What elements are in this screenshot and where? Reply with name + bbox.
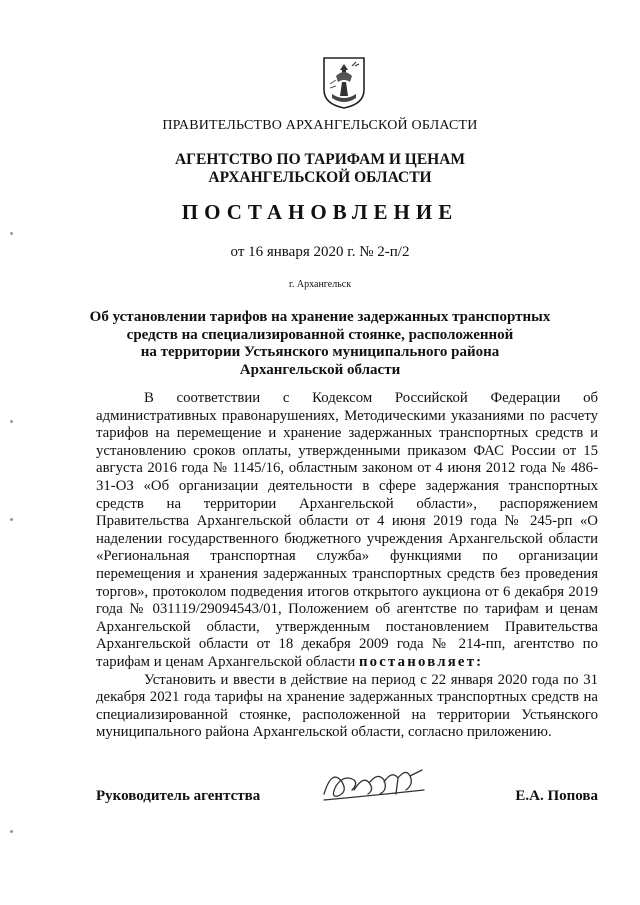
document-subject: [0, 309, 640, 379]
government-name: ПРАВИТЕЛЬСТВО АРХАНГЕЛЬСКОЙ ОБЛАСТИ: [162, 118, 478, 133]
preamble-text: В соответствии с Кодексом Российской Федерации об административных правонарушениях, Методическими указаниями по расчету тарифов на перемещение и хранение задержанных транспортных средств и установлению сроков оплаты, утвержденными приказом ФАС России от 15 августа 2016 года № 1145/16, областным законом от 4 июня 2012 года № 486-31-ОЗ «Об организации деятельности в сфере задержания транспортных средств на территории Архангельской области», распоряжением Правительства Архангельской области от 4 июня 2019 года № 245-рп «О наделении государственного бюджетного учреждения Архангельской области «Региональная транспортная служба» функциями по организации перемещения и хранения задержанных транспортных средств без проведения торгов», протоколом подведения итогов открытого аукциона от 6 декабря 2019 года № 031119/29094543/01, Положением об агентстве по тарифам и ценам Архангельской области, утвержденным постановлением Правительства Архангельской области от 18 декабря 2009 года № 214-пп, агентство по тарифам и ценам Архангельской области: [96, 390, 598, 670]
margin-speck: [10, 420, 13, 423]
agency-name: [0, 151, 640, 187]
signatory-title: Руководитель агентства: [96, 788, 261, 804]
signatory-name: Е.А. Попова: [515, 788, 598, 804]
body-paragraph-1: [96, 390, 598, 672]
subject-line-1: Об установлении тарифов на хранение задержанных транспортных: [89, 309, 551, 325]
city: г. Архангельск: [288, 279, 352, 290]
date-number: от 16 января 2020 г. № 2-п/2: [230, 244, 410, 260]
document-body: [96, 390, 598, 742]
body-paragraph-2: Установить и ввести в действие на период с 22 января 2020 года по 31 декабря 2021 года тарифы на хранение задержанных транспортных средств на специализированной стоянке, расположенной на территории Устьянского муниципального района Архангельской области, согласно приложению.: [96, 671, 598, 741]
decrees-word: постановляет:: [358, 653, 484, 670]
margin-speck: [10, 232, 13, 235]
margin-speck: [10, 518, 13, 521]
subject-line-3: на территории Устьянского муниципального района: [140, 344, 500, 360]
subject-line-4: Архангельской области: [239, 361, 401, 378]
agency-name-line-2: АРХАНГЕЛЬСКОЙ ОБЛАСТИ: [208, 169, 432, 186]
subject-line-2: средств на специализированной стоянке, расположенной: [126, 326, 514, 343]
margin-speck: [10, 830, 13, 833]
document-type: ПОСТАНОВЛЕНИЕ: [181, 200, 459, 224]
agency-name-line-1: АГЕНТСТВО ПО ТАРИФАМ И ЦЕНАМ: [174, 151, 466, 168]
signature-mark: [318, 760, 430, 808]
coat-of-arms-icon: [322, 56, 366, 110]
